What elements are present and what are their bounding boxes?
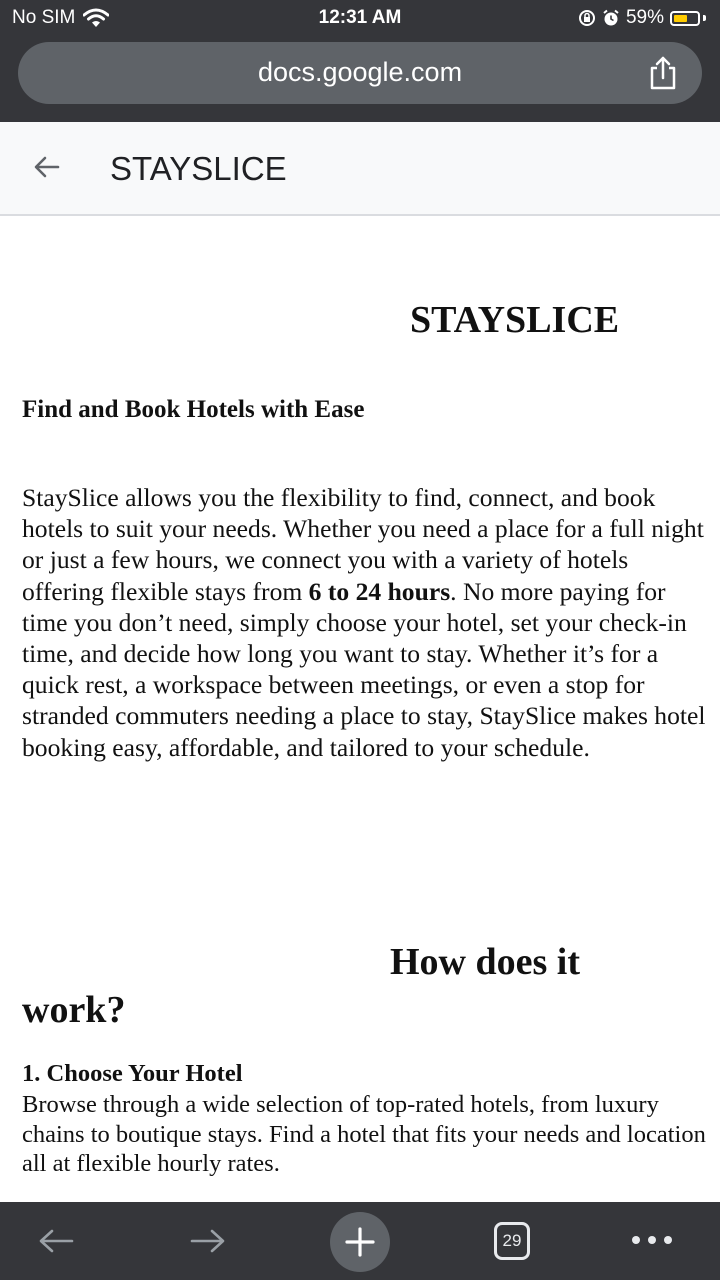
carrier-label: No SIM bbox=[12, 7, 76, 28]
back-icon[interactable] bbox=[36, 1226, 76, 1256]
intro-bold-text: 6 to 24 hours bbox=[308, 576, 451, 606]
document-body bbox=[0, 216, 720, 1202]
doc-header bbox=[0, 122, 720, 216]
battery-icon bbox=[670, 11, 700, 26]
browser-bottom-toolbar bbox=[0, 1202, 720, 1280]
share-icon[interactable] bbox=[648, 56, 678, 90]
battery-cap bbox=[703, 15, 706, 21]
document-subtitle: Find and Book Hotels with Ease bbox=[22, 396, 365, 423]
intro-paragraph bbox=[22, 482, 707, 763]
url-text[interactable]: docs.google.com bbox=[257, 57, 463, 87]
new-tab-button[interactable] bbox=[330, 1212, 390, 1272]
battery-fill bbox=[674, 15, 687, 22]
doc-header-title: STAYSLICE bbox=[110, 150, 287, 187]
more-menu-icon[interactable] bbox=[630, 1232, 674, 1248]
how-heading-line1: How does it bbox=[390, 941, 580, 983]
back-arrow-icon[interactable] bbox=[32, 152, 62, 182]
intro-text-1: StaySlice allows you the flexibility to find, connect, and book hotels to suit your needs. Whether you need a place for a full night or just a few hours, we connect you with a variety of hotels offering flexible stays from bbox=[22, 483, 704, 606]
status-bar bbox=[0, 0, 720, 36]
status-time: 12:31 AM bbox=[318, 7, 402, 28]
how-heading-line2: work? bbox=[22, 989, 126, 1031]
document-title: STAYSLICE bbox=[410, 299, 620, 341]
alarm-icon bbox=[602, 9, 620, 27]
browser-top-chrome bbox=[0, 0, 720, 122]
intro-text-2: . No more paying for time you don’t need, simply choose your hotel, set your check-in time, and decide how long you want to stay. Whether it’s for a quick rest, a workspace between meetings, or even a stop for stranded commuters needing a place to stay, StaySlice makes hotel booking easy, affordable, and tailored to your schedule. bbox=[22, 576, 706, 762]
step-text: Browse through a wide selection of top-rated hotels, from luxury chains to boutique stays. Find a hotel that fits your needs and location all at flexible hourly rates. bbox=[22, 1091, 706, 1177]
forward-icon[interactable] bbox=[188, 1226, 228, 1256]
status-right bbox=[578, 7, 706, 29]
address-bar[interactable] bbox=[18, 42, 702, 104]
tab-switcher-button[interactable]: 29 bbox=[494, 1222, 530, 1260]
step-title: 1. Choose Your Hotel bbox=[22, 1060, 243, 1087]
orientation-lock-icon bbox=[578, 9, 596, 27]
battery-percent: 59% bbox=[625, 7, 664, 28]
plus-icon bbox=[330, 1212, 390, 1272]
